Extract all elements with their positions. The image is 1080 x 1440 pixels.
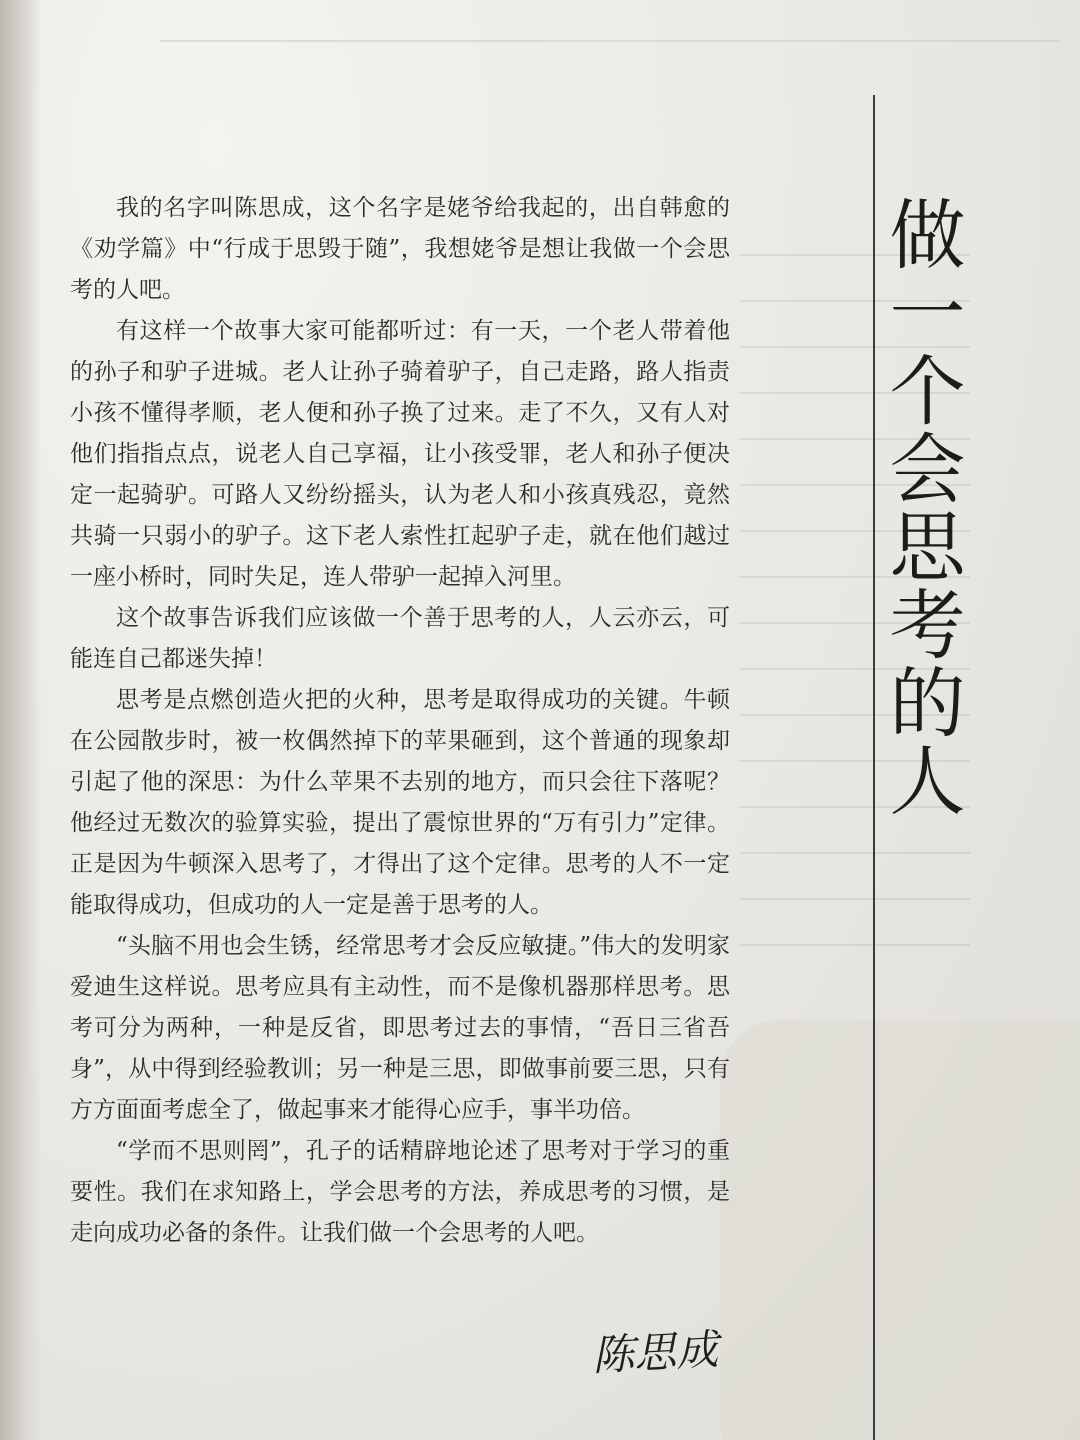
background-illustration xyxy=(720,1020,1080,1440)
paragraph: 思考是点燃创造火把的火种，思考是取得成功的关键。牛顿在公园散步时，被一枚偶然掉下的苹果砸到，这个普通的现象却引起了他的深思：为什么苹果不去别的地方，而只会往下落呢？他经过无数次的验算实验，提出了震惊世界的“万有引力”定律。正是因为牛顿深入思考了，才得出了这个定律。思考的人不一定能取得成功，但成功的人一定是善于思考的人。 xyxy=(70,687,730,918)
paragraph: 有这样一个故事大家可能都听过：有一天，一个老人带着他的孙子和驴子进城。老人让孙子骑着驴子，自己走路，路人指责小孩不懂得孝顺，老人便和孙子换了过来。走了不久，又有人对他们指指点点，说老人自己享福，让小孩受罪，老人和孙子便决定一起骑驴。可路人又纷纷摇头，认为老人和小孩真残忍，竟然共骑一只弱小的驴子。这下老人索性扛起驴子走，就在他们越过一座小桥时，同时失足，连人带驴一起掉入河里。 xyxy=(70,318,730,590)
page-gutter-shadow xyxy=(0,0,42,1440)
paragraph: “学而不思则罔”，孔子的话精辟地论述了思考对于学习的重要性。我们在求知路上，学会思考的方法，养成思考的习惯，是走向成功必备的条件。让我们做一个会思考的人吧。 xyxy=(70,1138,730,1246)
paragraph: “头脑不用也会生锈，经常思考才会反应敏捷。”伟大的发明家爱迪生这样说。思考应具有主动性，而不是像机器那样思考。思考可分为两种，一种是反省，即思考过去的事情，“吾日三省吾身”，从中得到经验教训；另一种是三思，即做事前要三思，只有方方面面考虑全了，做起事来才能得心应手，事半功倍。 xyxy=(70,933,730,1123)
top-decoration xyxy=(160,0,1060,42)
title-divider-line xyxy=(873,95,875,1440)
essay-body xyxy=(70,188,730,1254)
essay-title: 做一个会思考的人 xyxy=(877,195,966,819)
paragraph: 这个故事告诉我们应该做一个善于思考的人，人云亦云，可能连自己都迷失掉！ xyxy=(70,605,730,672)
paragraph: 我的名字叫陈思成，这个名字是姥爷给我起的，出自韩愈的《劝学篇》中“行成于思毁于随”，我想姥爷是想让我做一个会思考的人吧。 xyxy=(70,195,730,303)
author-signature: 陈思成 xyxy=(590,1324,720,1381)
